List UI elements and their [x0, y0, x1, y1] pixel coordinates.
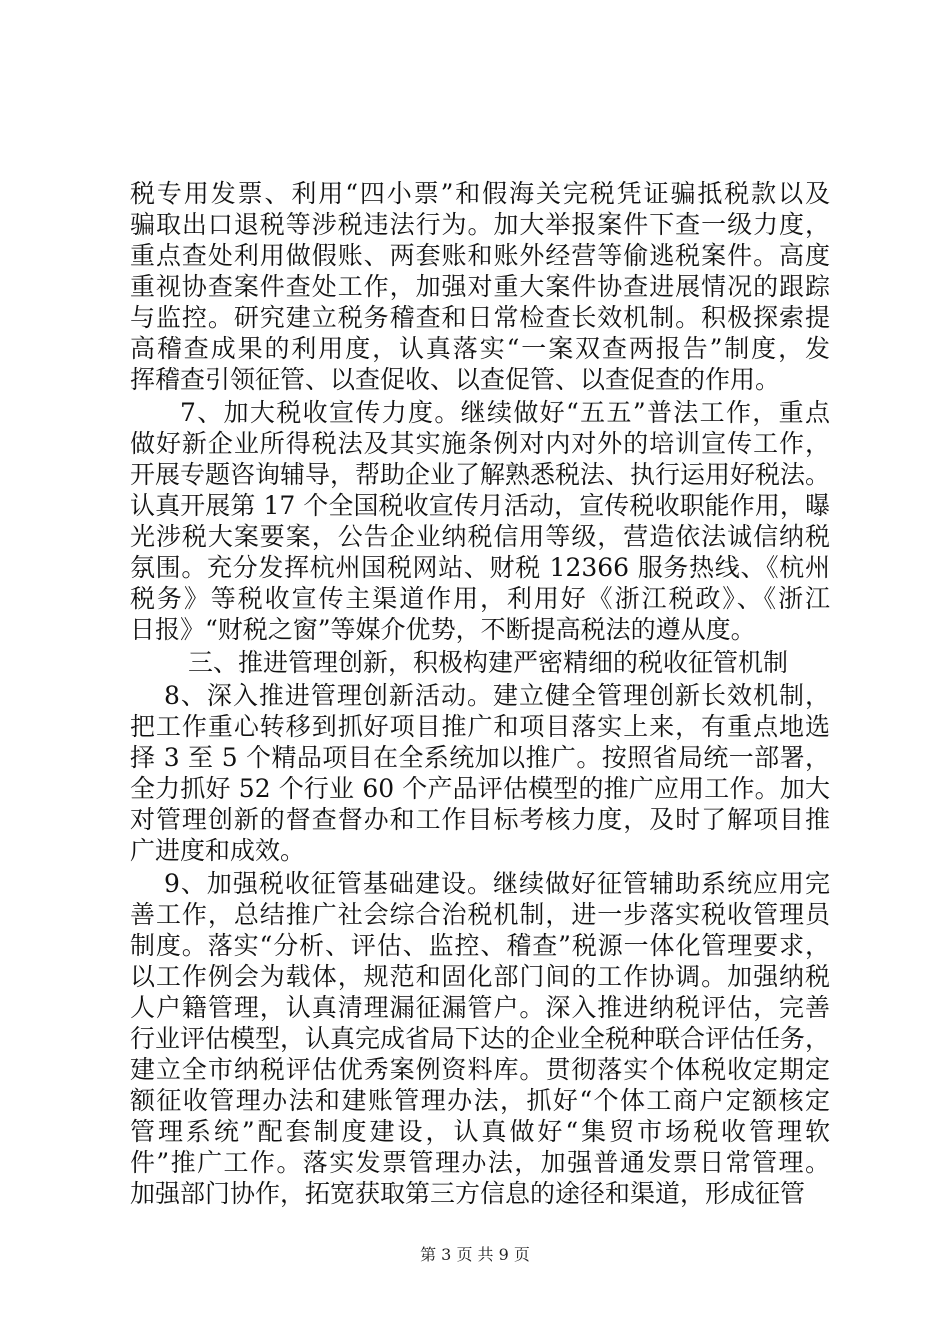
text-line: 8、深入推进管理创新活动。建立健全管理创新长效机制，: [164, 681, 830, 710]
text-line: 建立全市纳税评估优秀案例资料库。贯彻落实个体税收定期定: [130, 1055, 830, 1084]
text-line: 日报》“财税之窗”等媒介优势，不断提高税法的遵从度。: [130, 615, 756, 644]
text-line: 氛围。充分发挥杭州国税网站、财税 12366 服务热线、《杭州: [130, 553, 830, 582]
text-line: 管理系统”配套制度建设，认真做好“集贸市场税收管理软: [130, 1117, 830, 1146]
text-line: 挥稽查引领征管、以查促收、以查促管、以查促查的作用。: [130, 365, 781, 394]
text-line: 做好新企业所得税法及其实施条例对内对外的培训宣传工作，: [130, 429, 830, 458]
text-line: 骗取出口退税等涉税违法行为。加大举报案件下查一级力度，: [130, 210, 830, 239]
page-footer: 第 3 页 共 9 页: [420, 1245, 530, 1264]
text-line: 光涉税大案要案，公告企业纳税信用等级，营造依法诚信纳税: [130, 522, 830, 551]
text-line: 广进度和成效。: [130, 836, 306, 865]
text-line: 行业评估模型，认真完成省局下达的企业全税种联合评估任务，: [130, 1024, 831, 1053]
text-line: 重点查处利用做假账、两套账和账外经营等偷逃税案件。高度: [130, 241, 830, 270]
text-line: 三、推进管理创新，积极构建严密精细的税收征管机制: [188, 648, 789, 677]
text-line: 善工作，总结推广社会综合治税机制，进一步落实税收管理员: [130, 900, 830, 929]
text-line: 额征收管理办法和建账管理办法，抓好“个体工商户定额核定: [130, 1086, 830, 1115]
text-line: 把工作重心转移到抓好项目推广和项目落实上来，有重点地选: [130, 712, 830, 741]
text-line: 重视协查案件查处工作，加强对重大案件协查进展情况的跟踪: [130, 272, 830, 301]
text-line: 以工作例会为载体，规范和固化部门间的工作协调。加强纳税: [130, 962, 830, 991]
text-line: 认真开展第 17 个全国税收宣传月活动，宣传税收职能作用，曝: [130, 491, 830, 520]
text-line: 税专用发票、利用“四小票”和假海关完税凭证骗抵税款以及: [130, 179, 830, 208]
text-line: 择 3 至 5 个精品项目在全系统加以推广。按照省局统一部署，: [130, 743, 830, 772]
text-line: 制度。落实“分析、评估、监控、稽查”税源一体化管理要求，: [130, 931, 830, 960]
text-line: 开展专题咨询辅导，帮助企业了解熟悉税法、执行运用好税法。: [130, 460, 831, 489]
text-line: 人户籍管理，认真清理漏征漏管户。深入推进纳税评估，完善: [130, 993, 830, 1022]
text-line: 全力抓好 52 个行业 60 个产品评估模型的推广应用工作。加大: [130, 774, 830, 803]
text-line: 件”推广工作。落实发票管理办法，加强普通发票日常管理。: [130, 1148, 830, 1177]
text-line: 税务》等税收宣传主渠道作用，利用好《浙江税政》、《浙江: [130, 584, 830, 613]
text-line: 9、加强税收征管基础建设。继续做好征管辅助系统应用完: [164, 869, 830, 898]
text-line: 7、加大税收宣传力度。继续做好“五五”普法工作，重点: [180, 398, 830, 427]
text-line: 对管理创新的督查督办和工作目标考核力度，及时了解项目推: [130, 805, 830, 834]
text-line: 与监控。研究建立税务稽查和日常检查长效机制。积极探索提: [130, 303, 830, 332]
text-line: 加强部门协作，拓宽获取第三方信息的途径和渠道，形成征管: [130, 1179, 806, 1208]
text-line: 高稽查成果的利用度，认真落实“一案双查两报告”制度，发: [130, 334, 830, 363]
